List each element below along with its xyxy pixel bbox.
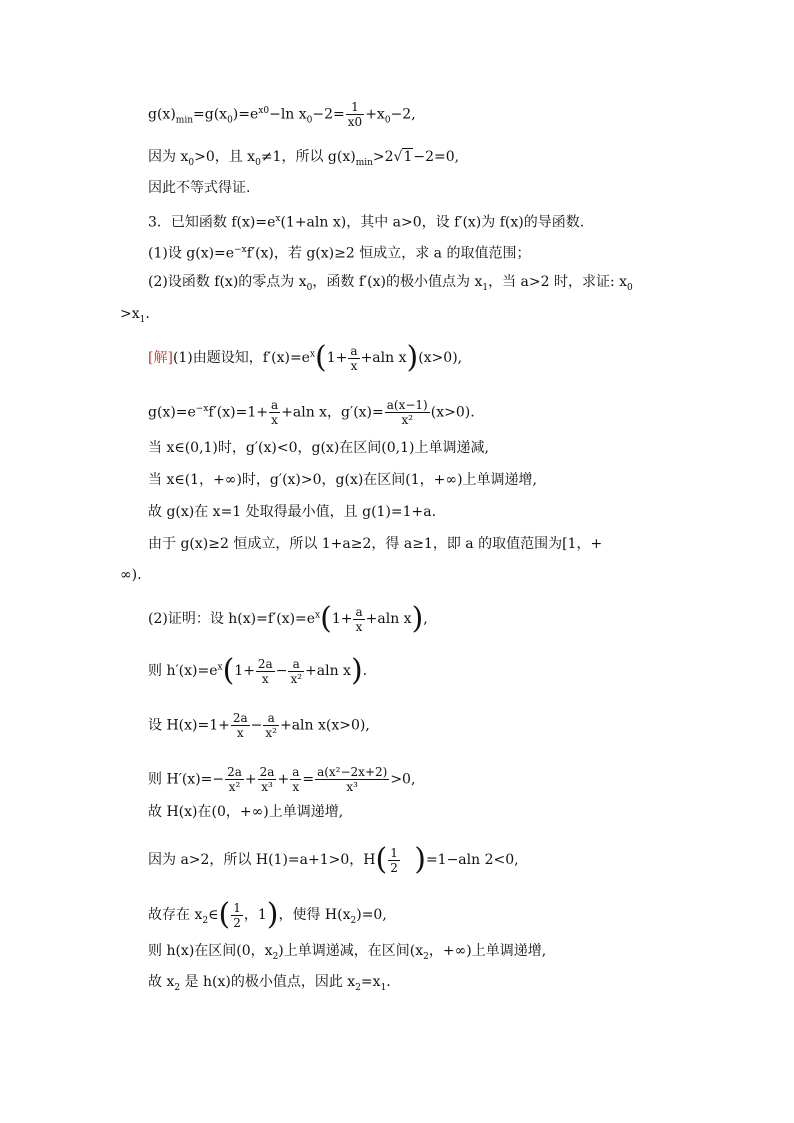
text: (2)证明：设 h(x)=f′(x)=e [148, 611, 316, 627]
fraction [231, 901, 243, 930]
text: f′(x)，若 g(x)≥2 恒成立，求 a 的取值范围； [246, 245, 531, 262]
text: . [386, 974, 391, 990]
denominator: x [355, 619, 363, 634]
text: ，函数 f′(x)的极小值点为 x [312, 274, 483, 290]
proof-start [148, 601, 428, 636]
fraction [290, 765, 301, 794]
line-decreasing: 当 x∈(0,1)时，g′(x)<0，g(x)在区间(0,1)上单调递减, [148, 440, 489, 456]
text: 因为 a>2，所以 H(1)=a+1>0，H [148, 852, 376, 868]
line-H-increasing: 故 H(x)在(0，+∞)上单调递增, [148, 804, 344, 820]
text: 2 [202, 915, 209, 926]
paren-close-icon: ) [266, 897, 279, 932]
solution-tag: [解] [148, 350, 173, 366]
problem-part1 [148, 241, 530, 263]
text: −ln x [269, 106, 307, 123]
text: 0 [306, 115, 313, 126]
text: min [355, 157, 373, 168]
numerator: a [270, 398, 279, 412]
text: min [175, 115, 193, 126]
text: 是 h(x)的极小值点，因此 x [180, 974, 356, 990]
numerator: 1 [346, 100, 364, 115]
text: +aln x(x>0), [279, 717, 370, 734]
text: 1+ [331, 611, 353, 627]
line-range: 由于 g(x)≥2 恒成立，所以 1+a≥2，得 a≥1，即 a 的取值范围为[1，+ [148, 536, 603, 552]
line-because-a [148, 842, 519, 877]
fraction [385, 398, 430, 427]
text: >0，且 x [194, 149, 256, 165]
text: + [244, 771, 257, 788]
text: (1)由题设知，f′(x)=e [172, 350, 310, 366]
text: . [145, 306, 150, 322]
paren-close-icon: ) [414, 842, 426, 877]
H-prime [148, 765, 415, 794]
numerator: a(x−1) [386, 398, 428, 412]
numerator: a [350, 343, 358, 358]
line-exists [148, 897, 387, 932]
text: x0 [258, 105, 270, 116]
paren-open-icon: ( [222, 653, 235, 688]
text: 故 x [148, 974, 175, 990]
text: )=e [232, 106, 259, 123]
fraction [258, 765, 277, 794]
text: 2 [174, 982, 181, 993]
text: x [275, 214, 281, 224]
text: x [217, 662, 223, 673]
text: g(x) [148, 106, 176, 123]
fraction [348, 344, 359, 373]
numerator: 1 [390, 845, 398, 860]
text: (1+aln x)，其中 a>0，设 f′(x)为 f(x)的导函数. [280, 214, 585, 231]
numerator: a(x²−2x+2) [317, 765, 388, 779]
line-increasing: 当 x∈(1，+∞)时，g′(x)>0，g(x)在区间(1，+∞)上单调递增, [148, 472, 537, 488]
text: (x>0). [430, 404, 475, 421]
fraction [388, 846, 400, 875]
paren-open-icon: ( [320, 601, 332, 636]
paren-open-icon: ( [375, 842, 388, 877]
text: 1 [403, 149, 413, 165]
text: 则 h(x)在区间(0，x [148, 943, 273, 959]
paren-close-icon: ) [406, 340, 419, 375]
denominator: x [261, 671, 269, 686]
text: ∈ [208, 907, 219, 923]
text: ，+∞)上单调递增, [428, 943, 547, 959]
text: 故存在 x [148, 907, 203, 923]
line-because [148, 148, 459, 172]
fraction [225, 765, 244, 794]
paren-open-icon: ( [315, 340, 327, 375]
text: (1)设 g(x)=e [148, 245, 235, 262]
text: − [275, 663, 288, 679]
denominator: x [271, 413, 278, 427]
text: )上单调递减，在区间(x [278, 943, 424, 959]
numerator: 2a [232, 711, 248, 725]
text: x [315, 610, 321, 621]
text: g(x)=e [148, 404, 196, 421]
paren-close-icon: ) [411, 601, 424, 636]
solution-start [148, 340, 463, 375]
text: x [309, 349, 316, 360]
text: 1 [380, 982, 387, 993]
line-range-cont: ∞). [120, 567, 142, 583]
text: ，使得 H(x [278, 907, 351, 923]
numerator: a [292, 765, 300, 779]
denominator: x [236, 726, 244, 740]
fraction [269, 398, 280, 427]
text: +aln x [360, 350, 407, 366]
text: −x [195, 403, 209, 414]
line-gmin [148, 100, 416, 129]
text: . [362, 663, 368, 679]
text: 0 [306, 282, 313, 293]
text: −2, [390, 106, 416, 123]
text: )=0, [356, 907, 387, 923]
denominator: 2 [233, 915, 241, 930]
numerator: 2a [259, 765, 275, 779]
text: +aln x [365, 611, 412, 627]
text: =1−aln 2<0, [425, 852, 519, 868]
text: >0, [390, 771, 416, 788]
denominator: x0 [347, 115, 363, 129]
fraction [346, 100, 364, 129]
text: f′(x)=1+ [208, 404, 268, 421]
line-minimum: 故 g(x)在 x=1 处取得最小值，且 g(1)=1+a. [148, 504, 437, 520]
text: (x>0), [418, 350, 463, 366]
text: − [250, 717, 263, 734]
g-definition [148, 398, 475, 427]
text: =x [360, 974, 381, 990]
text: +aln x [305, 663, 351, 679]
text: 2 [272, 951, 279, 962]
paren-open-icon: ( [218, 897, 231, 932]
problem-part2-cont [120, 305, 150, 329]
fraction [231, 711, 250, 740]
text: >x [120, 306, 140, 322]
denominator: x³ [261, 780, 273, 794]
paren-close-icon: ) [350, 653, 363, 688]
numerator: a [288, 657, 304, 672]
denominator: x² [228, 780, 241, 794]
text: +aln x，g′(x)= [281, 404, 384, 421]
fraction [353, 605, 364, 634]
problem-part2 [148, 273, 633, 297]
fraction [288, 657, 304, 686]
numerator: a [263, 711, 279, 726]
denominator: 2 [390, 860, 398, 875]
denominator: x [350, 358, 358, 373]
text: ，当 a>2 时，求证: x [488, 274, 628, 290]
denominator: x [292, 780, 300, 794]
numerator: 2a [257, 656, 273, 671]
text: =g(x [193, 106, 228, 123]
numerator: 1 [233, 900, 241, 915]
text: 0 [255, 157, 261, 168]
fraction [256, 657, 275, 686]
text: 2 [355, 982, 361, 993]
text: 因为 x [148, 149, 189, 165]
text: , [423, 611, 428, 627]
denominator: x² [265, 726, 277, 740]
text: 2 [423, 951, 429, 962]
text: −2=0, [413, 149, 460, 165]
text: 0 [627, 282, 633, 293]
text: = [302, 771, 315, 788]
line-final [148, 973, 391, 997]
text: 1+ [234, 663, 255, 679]
problem-statement [148, 210, 584, 232]
line-conclusion: 因此不等式得证. [148, 180, 251, 196]
text: −2= [312, 106, 345, 123]
text: 1 [139, 314, 146, 325]
text: 则 h′(x)=e [148, 663, 218, 679]
text: 0 [227, 115, 233, 126]
text: 则 H′(x)=− [148, 771, 225, 788]
text: ，1 [243, 907, 267, 923]
denominator: x² [290, 671, 303, 686]
text: 1 [482, 282, 489, 293]
text: 1+ [326, 350, 348, 366]
fraction [263, 711, 279, 740]
text: +x [365, 106, 385, 123]
text: 设 H(x)=1+ [148, 717, 230, 734]
text: >2 [372, 149, 394, 165]
numerator: a [355, 604, 363, 619]
h-prime [148, 653, 368, 688]
line-h-monotonic [148, 942, 546, 966]
fraction [315, 765, 389, 794]
text: + [277, 771, 290, 788]
text: 0 [384, 115, 391, 126]
numerator: 2a [227, 765, 242, 779]
text: 0 [188, 157, 195, 168]
sqrt-icon: √ [393, 149, 403, 165]
text: −x [234, 245, 247, 255]
text: 2 [350, 915, 357, 926]
H-definition [148, 711, 370, 740]
denominator: x³ [346, 780, 358, 794]
text: 3．已知函数 f(x)=e [148, 214, 276, 231]
text: ≠1，所以 g(x) [260, 149, 356, 165]
denominator: x² [401, 413, 414, 427]
text: (2)设函数 f(x)的零点为 x [148, 274, 307, 290]
